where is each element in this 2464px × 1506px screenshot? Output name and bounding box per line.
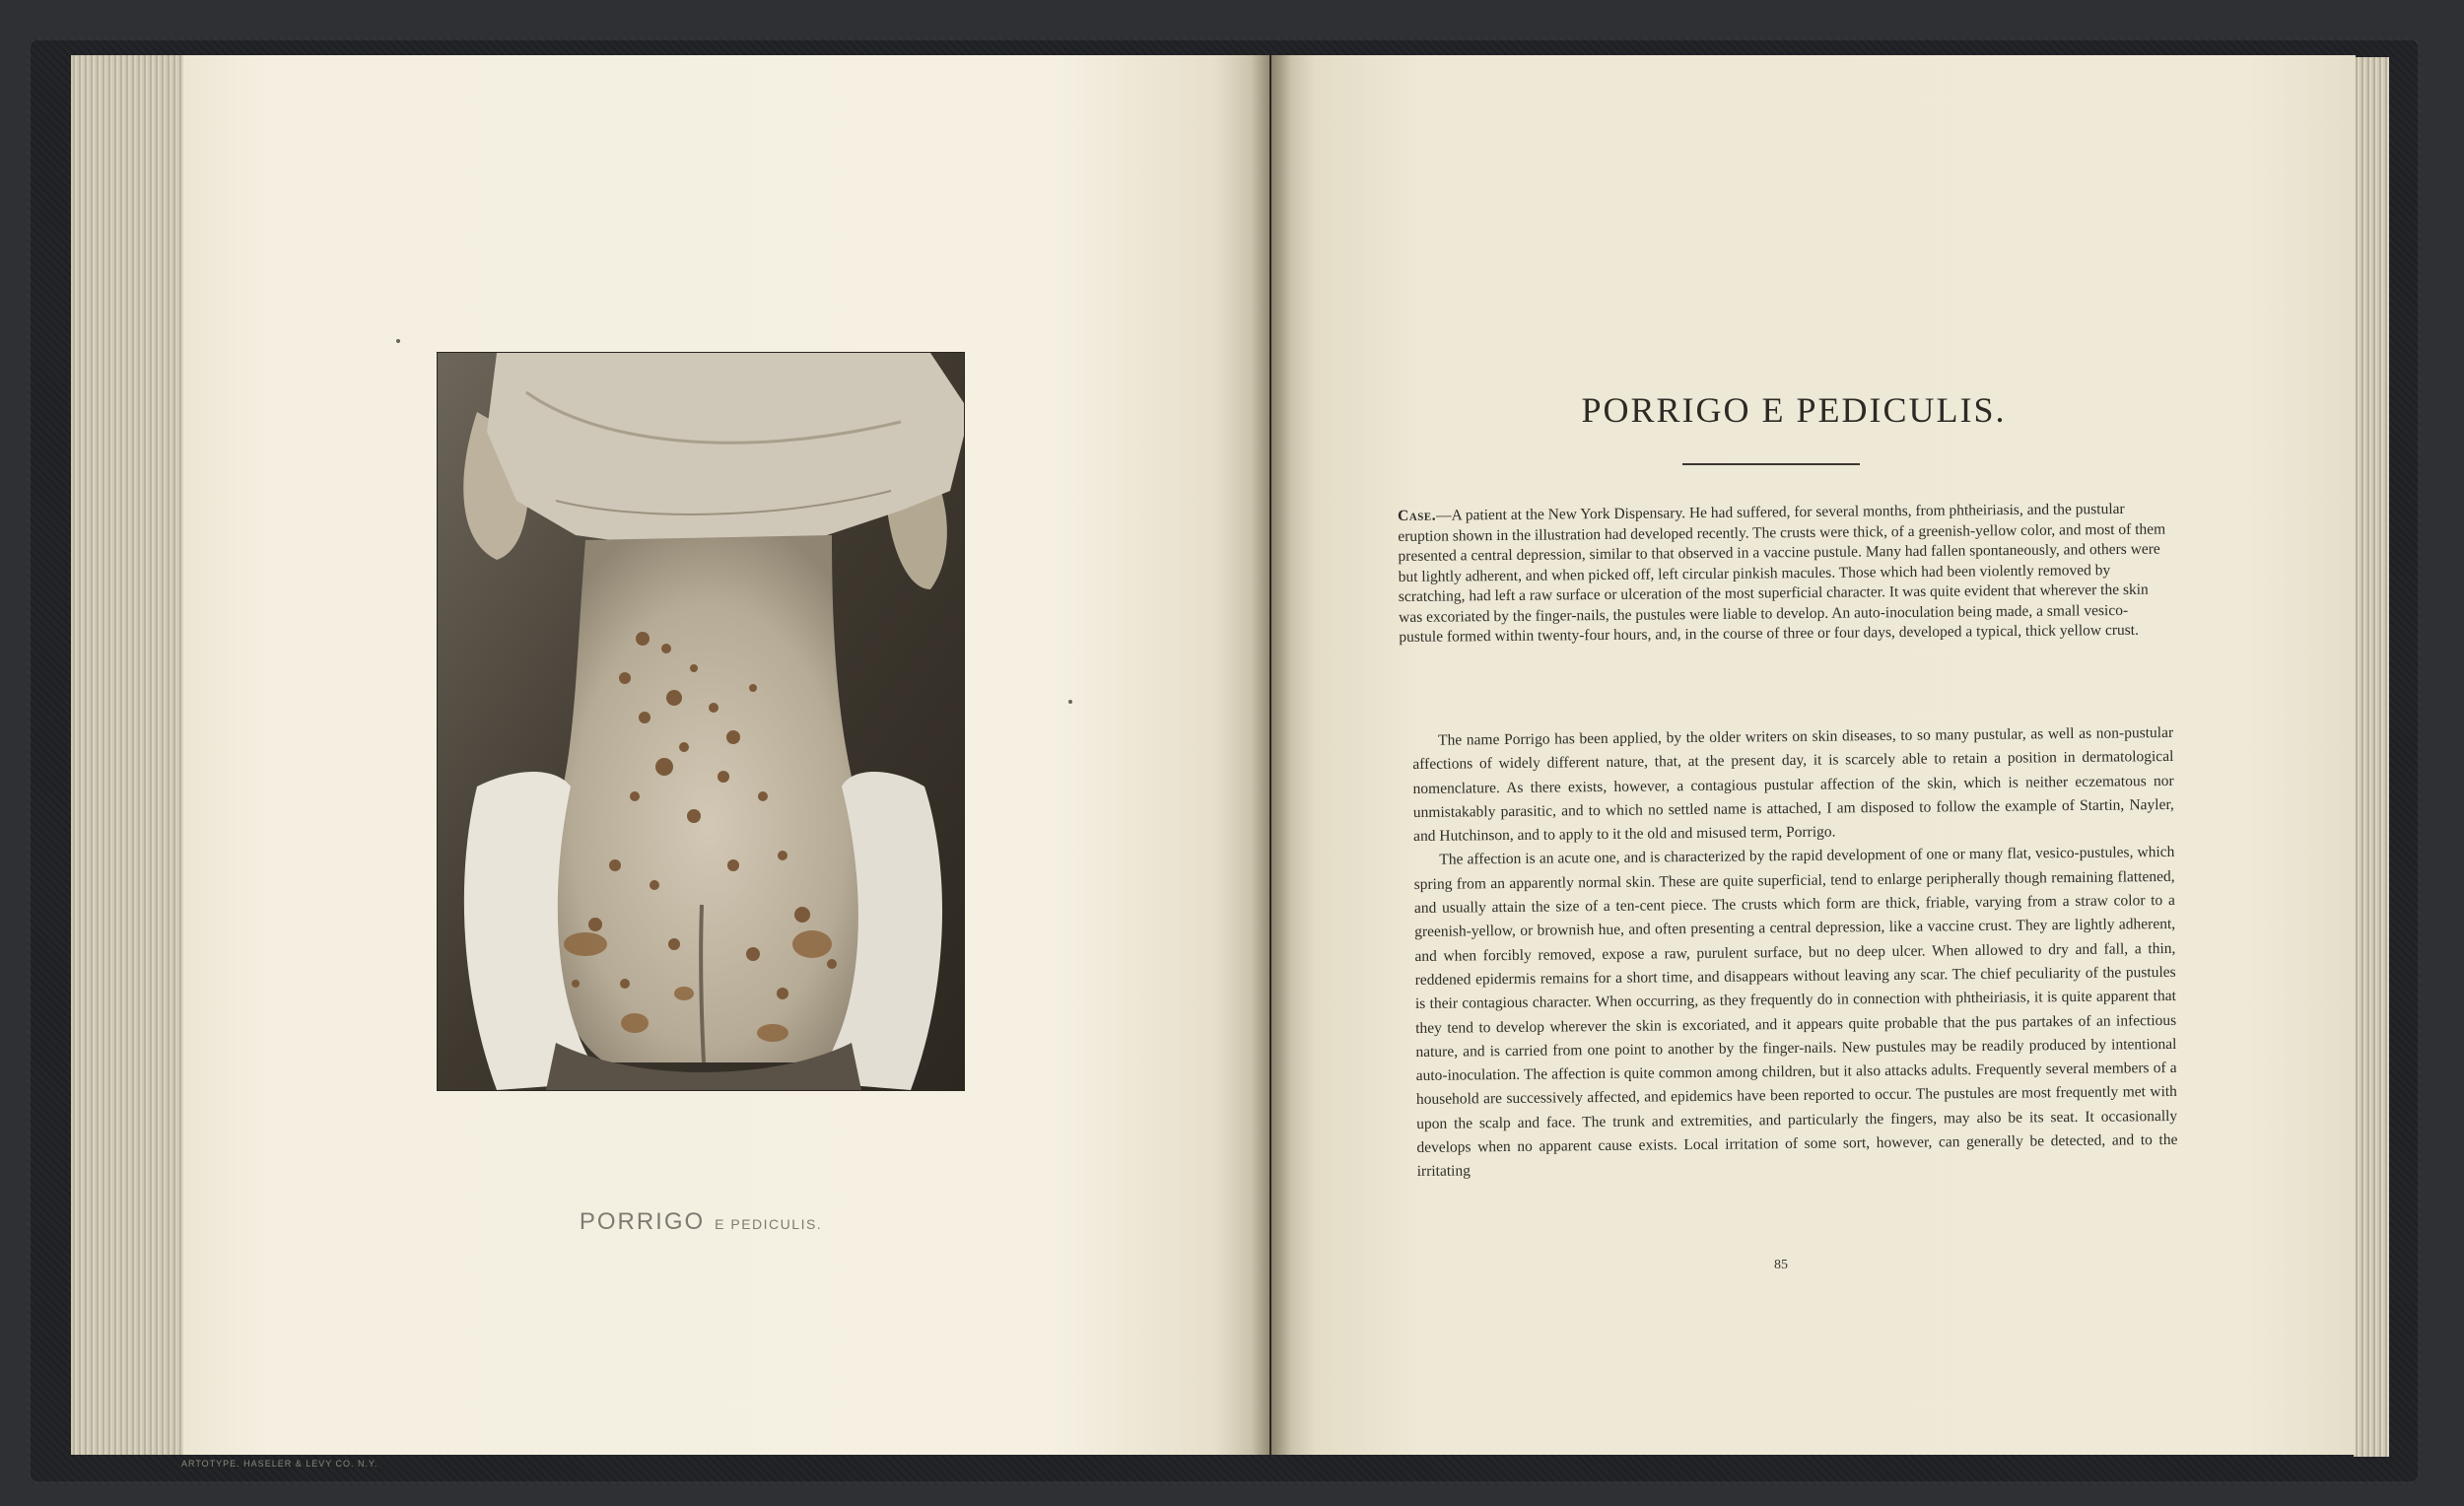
case-label: Case. [1398, 507, 1437, 524]
plate-photograph [438, 353, 964, 1090]
plate-caption-large: PORRIGO [579, 1208, 706, 1235]
printer-imprint: ARTOTYPE. HASELER & LEVY CO. N.Y. [181, 1459, 378, 1469]
article-body [1412, 721, 2178, 1185]
page-speck [1068, 700, 1072, 704]
right-page-edges [2354, 57, 2389, 1457]
book-gutter [1252, 55, 1291, 1455]
case-description [1398, 500, 2167, 649]
patient-back-photo [438, 353, 964, 1090]
page-speck [396, 339, 400, 343]
title-rule [1682, 463, 1860, 465]
page-number: 85 [1774, 1258, 1788, 1272]
page-title: PORRIGO E PEDICULIS. [1581, 390, 2007, 430]
plate-caption-small: E PEDICULIS. [715, 1216, 823, 1232]
left-page-edges [71, 55, 189, 1455]
case-text: —A patient at the New York Dispensary. He had suffered, for several months, from phtheiriasis, and the pustular eruption shown in the illustration had developed recently. The crusts were thick, of a greenish-yellow color, and most of them presented a central depression, similar to that observed in a vaccine pustule. Many had fallen spontaneously, and others were but lightly adherent, and when picked off, left circular pinkish macules. Those which had been violently removed by scratching, had left a raw surface or ulceration of the most superficial character. It was quite evident that wherever the skin was excoriated by the finger-nails, the pustules were liable to develop. An auto-inoculation being made, a small vesico-pustule formed within twenty-four hours, and, in the course of three or four days, developed a typical, thick yellow crust. [1398, 500, 2166, 646]
paragraph: The affection is an acute one, and is characterized by the rapid development of one or many flat, vesico-pustules, which spring from an apparently normal skin. These are quite superficial, tend to enlarge peripherally though remaining flattened, and usually attain the size of a ten-cent piece. The crusts which form are thick, friable, varying from a straw color to a greenish-yellow, or brownish hue, and often presenting a central depression, like a vaccine crust. They are lightly adherent, and when forcibly removed, expose a raw, purulent surface, but no deep ulcer. When allowed to dry and fall, a thin, reddened epidermis remains for a short time, and disappears without leaving any scar. The chief peculiarity of the pustules is their contagious character. When occurring, as they frequently do in connection with phtheiriasis, it is quite apparent that they tend to develop wherever the skin is excoriated, and it appears quite probable that the pus partakes of an infectious nature, and is carried from one point to another by the finger-nails. New pustules may be readily produced by intentional auto-inoculation. The affection is quite common among children, but it also attacks adults. Frequently several members of a household are successively affected, and epidemics have been reported to occur. The pustules are most frequently met with upon the scalp and face. The trunk and extremities, and particularly the fingers, may also be its seat. It occasionally develops when no apparent cause exists. Local irritation of some sort, however, can generally be detected, and to the irritating [1413, 844, 2178, 1181]
plate-caption [438, 1208, 964, 1236]
paragraph: The name Porrigo has been applied, by the older writers on skin diseases, to so many pustular, as well as non-pustular affections of widely different nature, that, at the present day, it is scarcely able to retain a position in dermatological nomenclature. As there exists, however, a contagious pustular affection of the skin, which is neither eczematous nor unmistakably parasitic, and to which no settled name is attached, I am disposed to follow the example of Startin, Nayler, and Hutchinson, and to apply to it the old and misused term, Porrigo. [1412, 723, 2174, 846]
